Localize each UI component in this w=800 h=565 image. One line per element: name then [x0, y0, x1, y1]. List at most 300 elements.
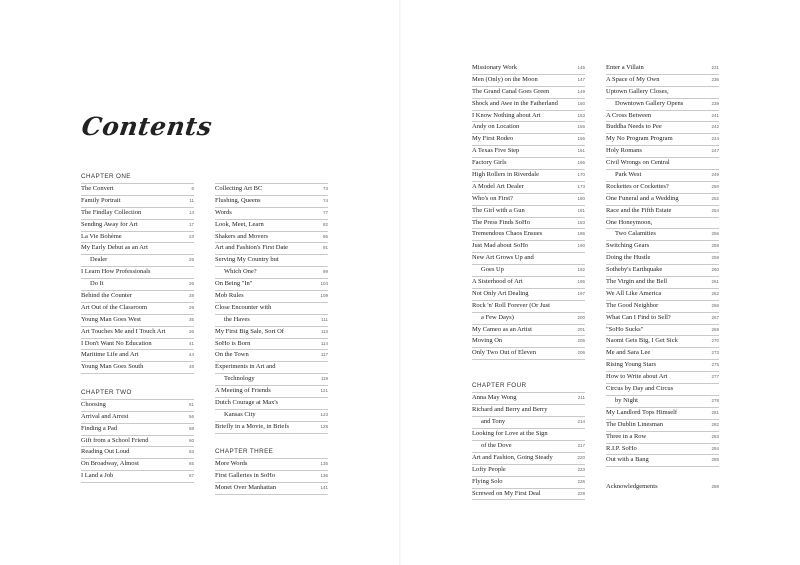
toc-entry[interactable]: [472, 277, 585, 289]
toc-entry[interactable]: [472, 477, 585, 489]
toc-entry-title: I Land a Job: [81, 472, 114, 480]
toc-page-number: 229: [577, 490, 585, 496]
toc-entry-title: Missionary Work: [472, 64, 518, 71]
toc-entry[interactable]: [215, 374, 328, 386]
toc-page-number: 119: [320, 376, 328, 382]
toc-page-number: 200: [577, 314, 585, 320]
toc-entry-title: Mob Rules: [215, 292, 244, 300]
toc-page-number: 44: [188, 352, 194, 358]
toc-entry[interactable]: [81, 184, 194, 196]
toc-page-number: 195: [577, 279, 585, 285]
toc-entry[interactable]: [472, 194, 585, 206]
toc-entry[interactable]: [472, 465, 585, 477]
toc-entry[interactable]: [81, 424, 194, 436]
toc-entry-title: Family Portrait: [81, 196, 121, 204]
chapter-heading: CHAPTER TWO: [81, 387, 194, 400]
toc-entry[interactable]: [606, 372, 719, 384]
toc-entry[interactable]: [606, 134, 719, 146]
toc-page-number: 114: [320, 340, 328, 346]
toc-entry-title: Andy on Location: [472, 123, 520, 131]
toc-page-number: 269: [711, 326, 719, 332]
toc-entry-title: Civil Wrongs on Central: [606, 159, 670, 167]
toc-page-number: 58: [188, 425, 194, 431]
toc-entry[interactable]: [215, 350, 328, 362]
toc-entry[interactable]: [81, 232, 194, 244]
toc-entry[interactable]: [472, 301, 585, 313]
toc-entry-title: Which One?: [224, 268, 257, 276]
toc-page-number: 258: [711, 243, 719, 249]
toc-page-number: 206: [577, 350, 585, 356]
toc-entry[interactable]: [81, 327, 194, 339]
toc-entry[interactable]: [81, 362, 194, 374]
toc-page-number: 74: [322, 197, 328, 203]
toc-entry-title: Holy Romans: [606, 147, 642, 155]
toc-page-number: 11: [189, 197, 194, 203]
toc-page-number: 242: [711, 124, 719, 130]
toc-page-number: 277: [711, 374, 719, 380]
toc-entry[interactable]: [606, 229, 719, 241]
toc-entry-title: Young Man Goes South: [81, 363, 144, 371]
toc-page-number: 153: [577, 112, 585, 118]
toc-entry[interactable]: [81, 447, 194, 459]
toc-entry-title: We All Like America: [606, 289, 662, 297]
toc-entry[interactable]: [472, 325, 585, 337]
toc-entry[interactable]: [606, 111, 719, 123]
toc-entry-title: Young Man Goes West: [81, 315, 141, 323]
toc-entry-title: A Space of My Own: [606, 75, 660, 83]
toc-entry[interactable]: [81, 196, 194, 208]
toc-entry-title: by Night: [615, 396, 638, 404]
toc-page-number: 17: [188, 221, 194, 227]
chapter-heading: CHAPTER FOUR: [472, 380, 585, 393]
toc-entry-title: On Being "In": [215, 280, 253, 288]
toc-page-number: 217: [577, 443, 585, 449]
toc-entry-title: Monet Over Manhattan: [215, 484, 277, 492]
toc-entry[interactable]: [215, 243, 328, 255]
toc-page-number: 261: [711, 279, 719, 285]
toc-entry[interactable]: [215, 410, 328, 422]
toc-page-number: 190: [577, 243, 585, 249]
toc-page-number: 51: [188, 401, 194, 407]
toc-entry[interactable]: [81, 315, 194, 327]
right-page: [400, 0, 800, 565]
toc-entry-title: R.I.P. SoHo: [606, 444, 637, 452]
spacer: [81, 374, 194, 382]
toc-entry-title: Uptown Gallery Closes,: [606, 87, 669, 95]
toc-entry[interactable]: [606, 170, 719, 182]
toc-entry[interactable]: [215, 184, 328, 196]
toc-entry[interactable]: [215, 220, 328, 232]
toc-page-number: 285: [711, 457, 719, 463]
toc-page-number: 250: [711, 183, 719, 189]
toc-entry[interactable]: [472, 99, 585, 111]
toc-column-3: [472, 63, 585, 500]
spacer: [215, 434, 328, 442]
toc-entry[interactable]: [472, 348, 585, 360]
chapter-heading: CHAPTER ONE: [81, 171, 194, 184]
toc-column-1: [81, 171, 194, 483]
toc-entry[interactable]: [472, 218, 585, 230]
toc-entry-title: Reading Out Loud: [81, 448, 130, 456]
toc-page-number: 67: [188, 473, 194, 479]
toc-entry-title: Screwed on My First Deal: [472, 489, 541, 497]
toc-entry[interactable]: [81, 350, 194, 362]
toc-entry[interactable]: [215, 459, 328, 471]
toc-entry[interactable]: [606, 432, 719, 444]
toc-page-number: 135: [320, 461, 328, 467]
toc-entry[interactable]: [472, 122, 585, 134]
toc-entry-title: Rock 'n' Roll Forever (Or Just: [472, 301, 550, 309]
toc-column-4: [606, 63, 719, 493]
toc-entry-title: What Can I Find to Sell?: [606, 313, 671, 321]
toc-page-number: 236: [711, 76, 719, 82]
toc-entry[interactable]: [606, 313, 719, 325]
toc-entry-title: Park West: [615, 171, 642, 179]
spacer: [606, 475, 719, 483]
toc-entry[interactable]: [472, 289, 585, 301]
toc-entry-title: High Rollers in Riverdale: [472, 171, 539, 179]
toc-page-number: 73: [322, 186, 328, 191]
toc-entry-title: a Few Days): [481, 313, 514, 321]
toc-entry[interactable]: [215, 339, 328, 351]
toc-entry-title: Words: [215, 208, 232, 216]
toc-entry-title: Technology: [224, 375, 255, 383]
toc-page-number: 141: [320, 485, 328, 491]
toc-page-number: 281: [711, 409, 719, 415]
toc-entry[interactable]: [606, 455, 719, 467]
toc-entry[interactable]: [215, 196, 328, 208]
toc-entry-title: Art and Fashion's First Date: [215, 244, 289, 252]
toc-entry-title: Art Touches Me and I Touch Art: [81, 327, 166, 335]
toc-entry[interactable]: [606, 420, 719, 432]
toc-entry-title: Me and Sara Lee: [606, 349, 651, 357]
toc-page-number: 113: [320, 328, 328, 334]
toc-entry[interactable]: [215, 327, 328, 339]
toc-page-number: 283: [711, 433, 719, 439]
toc-entry[interactable]: [606, 87, 719, 99]
toc-page-number: 249: [711, 172, 719, 178]
toc-entry[interactable]: [606, 241, 719, 253]
toc-entry[interactable]: [606, 482, 719, 493]
contents-title: Contents: [79, 112, 215, 141]
toc-entry[interactable]: [215, 303, 328, 315]
toc-entry[interactable]: [472, 313, 585, 325]
toc-entry-title: Maritime Life and Art: [81, 351, 139, 359]
toc-entry-title: The Press Finds SoHo: [472, 218, 530, 226]
toc-page-number: 259: [711, 255, 719, 261]
toc-entry[interactable]: [606, 277, 719, 289]
toc-entry[interactable]: [81, 412, 194, 424]
toc-entry-title: Look, Meet, Learn: [215, 220, 264, 228]
toc-page-number: 25: [188, 257, 194, 263]
toc-entry[interactable]: [606, 408, 719, 420]
toc-entry-title: The Findlay Collection: [81, 208, 142, 216]
toc-page-number: 273: [711, 350, 719, 356]
toc-entry-title: Switching Gears: [606, 242, 650, 250]
toc-entry[interactable]: [215, 422, 328, 434]
toc-page-number: 60: [188, 437, 194, 443]
toc-page-number: 145: [577, 65, 585, 70]
toc-page-number: 6: [191, 186, 194, 191]
toc-entry[interactable]: [606, 75, 719, 87]
toc-entry-title: On the Town: [215, 351, 249, 359]
toc-entry[interactable]: [606, 253, 719, 265]
toc-entry[interactable]: [215, 291, 328, 303]
toc-entry-title: Not Only Art Dealing: [472, 289, 529, 297]
toc-entry[interactable]: [472, 182, 585, 194]
toc-entry-title: The Girl with a Gun: [472, 206, 525, 214]
toc-page-number: 205: [577, 338, 585, 344]
toc-page-number: 121: [320, 388, 328, 394]
toc-entry-title: Two Calamities: [615, 230, 656, 238]
toc-entry[interactable]: [472, 75, 585, 87]
toc-entry[interactable]: [215, 255, 328, 267]
toc-page-number: 260: [711, 267, 719, 273]
toc-entry[interactable]: [472, 417, 585, 429]
toc-entry-title: Goes Up: [481, 266, 504, 274]
toc-page-number: 244: [711, 136, 719, 142]
toc-entry-title: Art Out of the Classroom: [81, 303, 148, 311]
book-gutter: [399, 0, 401, 565]
toc-entry[interactable]: [472, 489, 585, 501]
toc-entry[interactable]: [472, 441, 585, 453]
toc-entry-title: New Art Grows Up and: [472, 254, 534, 262]
toc-entry[interactable]: [81, 471, 194, 483]
toc-entry[interactable]: [606, 360, 719, 372]
spacer: [472, 360, 585, 368]
toc-entry-title: Gift from a School Friend: [81, 436, 149, 444]
toc-page-number: 180: [577, 195, 585, 201]
toc-entry[interactable]: [215, 362, 328, 374]
toc-page-number: 256: [711, 231, 719, 237]
toc-entry-title: Choosing: [81, 400, 106, 408]
toc-page-number: 99: [322, 269, 328, 275]
toc-entry[interactable]: [606, 336, 719, 348]
toc-page-number: 155: [577, 124, 585, 130]
toc-page-number: 36: [188, 328, 194, 334]
toc-entry-title: A Sisterhood of Art: [472, 278, 523, 286]
toc-page-number: 288: [711, 484, 719, 490]
toc-entry[interactable]: [81, 267, 194, 279]
toc-entry[interactable]: [81, 400, 194, 412]
toc-entry[interactable]: [472, 63, 585, 75]
toc-entry[interactable]: [215, 279, 328, 291]
toc-entry[interactable]: [215, 232, 328, 244]
toc-entry-title: Factory Girls: [472, 159, 507, 167]
toc-entry[interactable]: [215, 483, 328, 495]
toc-entry[interactable]: [472, 87, 585, 99]
toc-page-number: 77: [322, 209, 328, 215]
toc-entry[interactable]: [81, 243, 194, 255]
toc-entry[interactable]: [606, 63, 719, 75]
toc-entry-title: I Don't Want No Education: [81, 339, 152, 347]
toc-entry[interactable]: [81, 339, 194, 351]
toc-entry[interactable]: [606, 158, 719, 170]
toc-entry[interactable]: [215, 208, 328, 220]
toc-entry-title: of the Dove: [481, 442, 512, 450]
toc-entry[interactable]: [215, 386, 328, 398]
toc-entry-title: The Grand Canal Goes Green: [472, 87, 550, 95]
toc-entry-title: Behind the Counter: [81, 292, 132, 300]
toc-page-number: 201: [577, 326, 585, 332]
chapter-heading: CHAPTER THREE: [215, 446, 328, 459]
toc-entry-title: On Broadway, Almost: [81, 460, 139, 468]
toc-entry[interactable]: [472, 405, 585, 417]
toc-page-number: 231: [711, 65, 719, 70]
toc-entry[interactable]: [81, 255, 194, 267]
toc-entry[interactable]: [81, 303, 194, 315]
toc-entry[interactable]: [215, 267, 328, 279]
toc-entry[interactable]: [472, 158, 585, 170]
toc-entry-title: I Learn How Professionals: [81, 268, 151, 276]
toc-page-number: 26: [188, 281, 194, 287]
toc-entry-title: Rising Young Stars: [606, 361, 657, 369]
toc-entry-title: The Dublin Linesman: [606, 420, 664, 428]
toc-page-number: 41: [188, 340, 194, 346]
toc-entry-title: the Haves: [224, 315, 250, 323]
toc-entry-title: I Know Nothing about Art: [472, 111, 541, 119]
toc-entry[interactable]: [606, 99, 719, 111]
toc-entry-title: Dealer: [90, 256, 108, 264]
toc-entry[interactable]: [472, 253, 585, 265]
toc-entry[interactable]: [472, 134, 585, 146]
toc-entry[interactable]: [606, 206, 719, 218]
toc-entry-title: La Vie Bohème: [81, 232, 122, 240]
toc-entry[interactable]: [472, 146, 585, 158]
toc-entry[interactable]: [81, 208, 194, 220]
toc-entry-title: Acknowledgements: [606, 483, 658, 491]
toc-page-number: 104: [320, 281, 328, 287]
toc-entry[interactable]: [472, 453, 585, 465]
toc-page-number: 91: [322, 245, 328, 251]
toc-entry[interactable]: [472, 170, 585, 182]
toc-entry[interactable]: [81, 279, 194, 291]
toc-entry[interactable]: [81, 291, 194, 303]
toc-entry-title: Flying Solo: [472, 477, 503, 485]
toc-page-number: 226: [577, 478, 585, 484]
toc-entry[interactable]: [606, 325, 719, 337]
toc-page-number: 223: [577, 466, 585, 472]
toc-entry[interactable]: [472, 111, 585, 123]
toc-entry-title: Arrival and Arrest: [81, 412, 129, 420]
toc-entry[interactable]: [81, 459, 194, 471]
toc-entry[interactable]: [606, 384, 719, 396]
toc-entry-title: Sotheby's Earthquake: [606, 266, 663, 274]
toc-entry-title: Men (Only) on the Moon: [472, 75, 538, 83]
toc-page-number: 48: [188, 364, 194, 370]
toc-entry[interactable]: [606, 194, 719, 206]
toc-page-number: 28: [188, 293, 194, 299]
toc-page-number: 183: [577, 219, 585, 225]
toc-entry-title: The Virgin and the Bell: [606, 278, 668, 286]
toc-entry-title: Shock and Awe in the Fatherland: [472, 99, 558, 107]
toc-entry-title: Rockettes or Cockettes?: [606, 182, 669, 190]
toc-entry-title: Richard and Berry and Berry: [472, 406, 548, 414]
toc-entry-title: Enter a Villain: [606, 64, 644, 71]
toc-entry-title: Briefly in a Movie, in Briefs: [215, 422, 290, 430]
toc-entry-title: A Texas Five Step: [472, 147, 520, 155]
toc-entry-title: Naomi Gets Big, I Get Sick: [606, 337, 678, 345]
toc-entry[interactable]: [606, 301, 719, 313]
toc-entry-title: Sending Away for Art: [81, 220, 138, 228]
toc-entry[interactable]: [215, 398, 328, 410]
toc-entry-title: Three in a Row: [606, 432, 647, 440]
toc-entry[interactable]: [606, 265, 719, 277]
toc-page-number: 239: [711, 100, 719, 106]
toc-entry[interactable]: [606, 348, 719, 360]
toc-entry-title: Tremendous Chaos Ensues: [472, 230, 543, 238]
toc-page-number: 211: [577, 395, 585, 401]
toc-entry-title: Flushing, Queens: [215, 196, 261, 204]
toc-page-number: 150: [577, 100, 585, 106]
toc-page-number: 56: [188, 413, 194, 419]
toc-entry-title: One Funeral and a Wedding: [606, 194, 679, 202]
toc-entry-title: Lofty People: [472, 465, 506, 473]
toc-entry-title: Out with a Bang: [606, 456, 649, 464]
toc-page-number: 109: [320, 293, 328, 299]
toc-entry-title: A Model Art Dealer: [472, 182, 524, 190]
toc-entry[interactable]: [472, 393, 585, 405]
toc-page-number: 197: [577, 290, 585, 296]
toc-entry-title: Downtown Gallery Opens: [615, 99, 684, 107]
toc-page-number: 267: [711, 314, 719, 320]
toc-entry[interactable]: [81, 220, 194, 232]
toc-page-number: 65: [188, 461, 194, 467]
toc-entry-title: SoHo is Born: [215, 339, 251, 347]
toc-page-number: 170: [577, 172, 585, 178]
toc-page-number: 63: [188, 449, 194, 455]
toc-page-number: 282: [711, 421, 719, 427]
chapter-heading: [215, 171, 328, 184]
toc-entry[interactable]: [606, 122, 719, 134]
toc-entry-title: and Tony: [481, 418, 506, 426]
toc-entry[interactable]: [606, 146, 719, 158]
toc-entry[interactable]: [215, 471, 328, 483]
toc-page-number: 192: [577, 267, 585, 273]
toc-entry[interactable]: [606, 396, 719, 408]
toc-page-number: 156: [577, 136, 585, 142]
toc-entry[interactable]: [606, 289, 719, 301]
toc-page-number: 86: [322, 233, 328, 239]
toc-page-number: 149: [577, 88, 585, 94]
toc-entry[interactable]: [472, 229, 585, 241]
toc-column-2: [215, 171, 328, 495]
toc-entry-title: Race and the Fifth Estate: [606, 206, 672, 214]
toc-entry-title: My First Rodeo: [472, 135, 514, 143]
toc-entry[interactable]: [215, 315, 328, 327]
toc-entry[interactable]: [472, 265, 585, 277]
toc-page-number: 220: [577, 454, 585, 460]
toc-entry[interactable]: [606, 218, 719, 230]
toc-page-number: 186: [577, 231, 585, 237]
toc-entry[interactable]: [472, 206, 585, 218]
toc-page-number: 147: [577, 76, 585, 82]
toc-entry[interactable]: [472, 336, 585, 348]
toc-entry[interactable]: [472, 241, 585, 253]
toc-entry[interactable]: [81, 436, 194, 448]
toc-entry[interactable]: [606, 182, 719, 194]
toc-entry-title: How to Write about Art: [606, 373, 668, 381]
toc-entry-title: A Cross Between: [606, 111, 652, 119]
toc-entry[interactable]: [606, 444, 719, 456]
toc-entry-title: Circus by Day and Circus: [606, 385, 674, 393]
toc-entry-title: "SoHo Sucks": [606, 325, 644, 333]
toc-page-number: 252: [711, 195, 719, 201]
toc-page-number: 136: [320, 473, 328, 479]
toc-page-number: 173: [577, 183, 585, 189]
toc-entry[interactable]: [472, 429, 585, 441]
toc-entry-title: Buddha Needs to Pee: [606, 123, 662, 131]
